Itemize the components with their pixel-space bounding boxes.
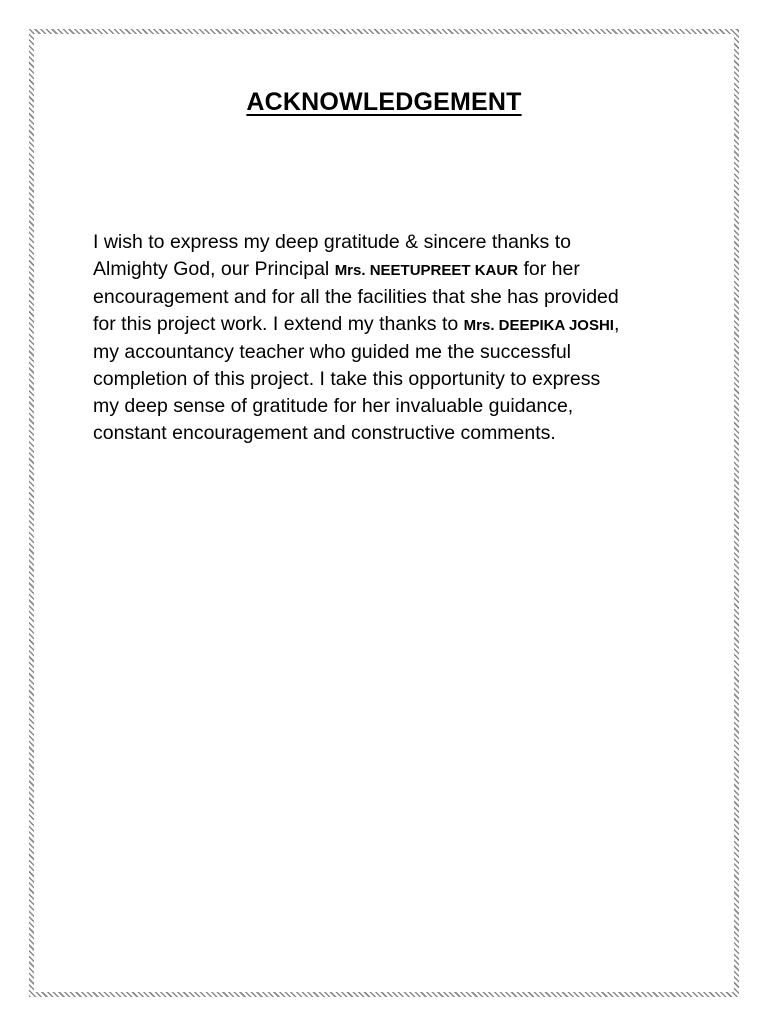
paragraph-line: my accountancy teacher who guided me the successful: [93, 341, 572, 363]
paragraph-line: I wish to express my deep gratitude & sincere thanks to: [93, 231, 571, 253]
principal-name: Mrs. NEETUPREET KAUR: [334, 262, 519, 279]
paragraph-line: completion of this project. I take this opportunity to express: [93, 368, 601, 390]
paragraph-line: for this project work. I extend my thanks to Mrs. DEEPIKA JOSHI,: [93, 313, 620, 335]
paragraph-line: Almighty God, our Principal Mrs. NEETUPREET KAUR for her: [93, 258, 580, 280]
acknowledgement-paragraph: [93, 229, 693, 447]
paragraph-line: my deep sense of gratitude for her invaluable guidance,: [93, 395, 574, 417]
paragraph-line: constant encouragement and constructive comments.: [93, 422, 556, 444]
teacher-name: Mrs. DEEPIKA JOSHI: [463, 317, 614, 334]
page-border: [29, 29, 739, 997]
page-title: ACKNOWLEDGEMENT: [246, 88, 522, 116]
paragraph-line: encouragement and for all the facilities that she has provided: [93, 286, 619, 308]
